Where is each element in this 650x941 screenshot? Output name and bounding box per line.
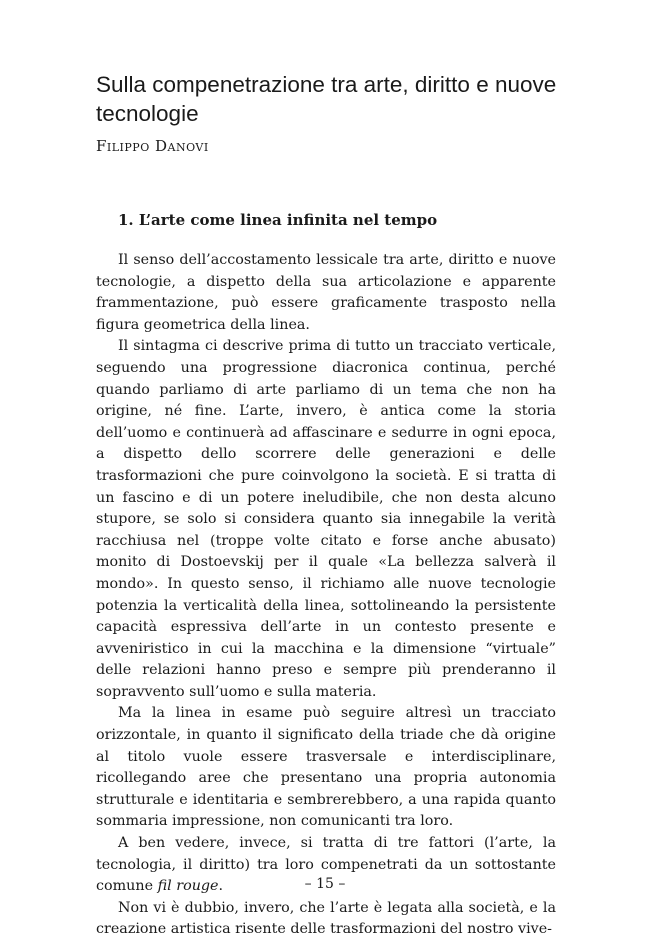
paragraph: Ma la linea in esame può seguire altresì un tracciato orizzontale, in quanto il significato della triade che dà origine al titolo vuole essere trasversale e interdisciplinare, ricollegando aree che presentano una propria autonomia strutturale e identitaria e sembrerebbero, a una rapida quanto sommaria impressione, non comunicanti tra loro. — [96, 705, 556, 830]
paragraph-text: A ben vedere, invece, si tratta di tre fattori (l’arte, la tecnologia, il diritto) tra loro compenetrati da un sottostante comune — [96, 835, 556, 895]
page-number: – 15 – — [304, 876, 346, 892]
paragraph: Non vi è dubbio, invero, che l’arte è legata alla società, e la creazione artistica risente delle trasformazioni del nostro vive- — [96, 899, 556, 938]
chapter-title: Sulla compenetrazione tra arte, diritto e nuove tecnologie — [96, 72, 557, 126]
italic-term: fil rouge — [157, 878, 219, 895]
body-text — [96, 250, 556, 941]
paragraph: Il senso dell’accostamento lessicale tra arte, diritto e nuove tecnologie, a dispetto della sua articolazione e apparente frammentazione, può essere graficamente trasposto nella figura geometrica della linea. — [96, 252, 556, 333]
paragraph: Il sintagma ci descrive prima di tutto un tracciato verticale, seguendo una progressione diacronica continua, perché quando parliamo di arte parliamo di un tema che non ha origine, né fine. L’arte, invero, è antica come la storia dell’uomo e continuerà ad affascinare e sedurre in ogni epoca, a dispetto dello scorrere delle generazioni e delle trasformazioni che pure coinvolgono la società. E si tratta di un fascino e di un potere ineludibile, che non desta alcuno stupore, se solo si considera quanto sia innegabile la verità racchiusa nel (troppe volte citato e forse anche abusato) monito di Dostoevskij per il quale «La bellezza salverà il mondo». In questo senso, il richiamo alle nuove tecnologie potenzia la verticalità della linea, sottolineando la persistente capacità espressiva dell’arte in un contesto presente e avveniristico in cui la macchina e la dimensione “virtuale” delle relazioni hanno preso e sempre più prenderanno il sopravvento sull’uomo e sulla materia. — [96, 338, 556, 700]
paragraph-end: . — [218, 878, 224, 895]
section-heading: 1. L’arte come linea infinita nel tempo — [118, 211, 438, 229]
author-name: Filippo Danovi — [96, 137, 209, 155]
